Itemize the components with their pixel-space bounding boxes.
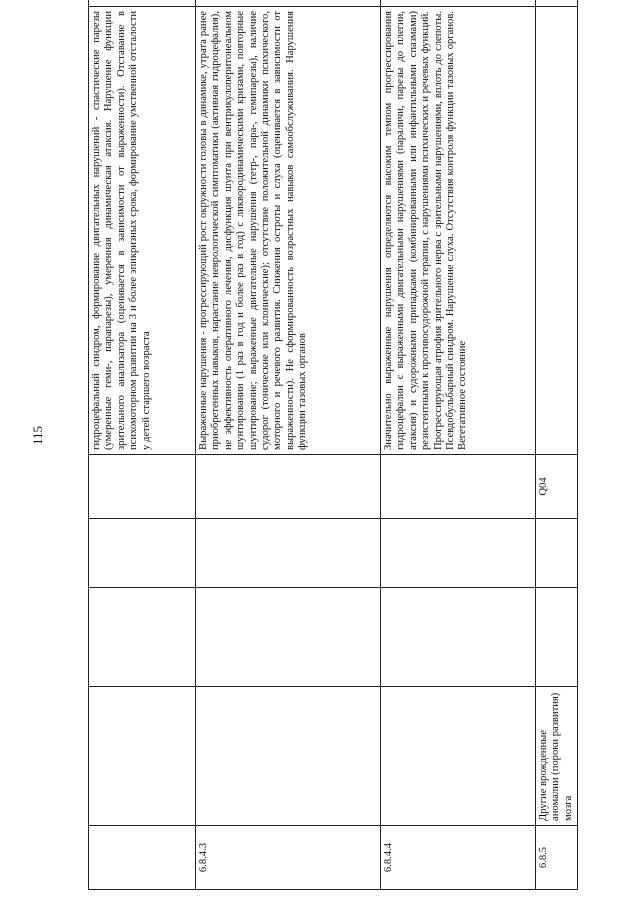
empty-cell [536,519,578,588]
empty-cell [89,519,196,588]
disability-criteria-table [88,0,578,890]
empty-cell [536,588,578,687]
table-row [89,0,196,890]
row-icd-code [89,455,196,519]
empty-cell [196,519,381,588]
row-icd-code [196,455,381,519]
disability-criteria-table-wrapper [88,11,574,890]
row-description [536,7,578,455]
row-description: Выраженные нарушения - прогрессирующий рост окружности головы в динамике, утрата ранее приобретенных навыков, нарастание неврологической симптоматики (активная гидроцефалия), не эффективность оперативного лечения, дисфункция шунта при вентрикулоперитонеальном шунтировании (1 раз в год и более раз в год) с ликвородинамическими кризами, повторные шунтирование; выраженные двигательные нарушения (тетр-, пара-, гемипарезы), наличие судорог (тонические или клонические); отсутствие положительной динамики психического, моторного и речевого развития. Снижения остроты и слуха (оценивается в зависимости от выраженности). Не сформированность возрастных навыков самообслуживания. Нарушения функции тазовых органов [196,7,381,455]
row-percent [196,0,381,7]
row-code: 6.8.4.4 [381,826,536,890]
table-row [536,0,578,890]
row-name [89,687,196,826]
row-icd-code [381,455,536,519]
row-percent [536,0,578,7]
empty-cell [381,588,536,687]
empty-cell [381,519,536,588]
table-row [196,0,381,890]
row-name: Другие врожденные аномалии (пороки развития) мозга [536,687,578,826]
row-name [196,687,381,826]
row-description: гидроцефальный синдром, формирование двигательных нарушений - спастические парезы (умеренные геми-, парапарезы), умеренная динамическая атаксия. Нарушение функции зрительного анализатора (оценивается в зависимости от выраженности). Отставание в психомоторном развитии на 3 и более эпикризных срока, формирование умственной отсталости у детей старшего возраста [89,7,196,455]
table-row [381,0,536,890]
page-number: 115 [30,425,45,445]
row-code: 6.8.5 [536,826,578,890]
row-icd-code: Q04 [536,455,578,519]
row-description: Значительно выраженные нарушения определяются высоким темпом прогрессирования гидроцефалии с выраженными двигательными нарушениями (параличи, парезы до плегии, атаксия) и судорожными припадками (комбинированными или инфантильными спазмами) резистентными к противосудорожной терапии, с нарушениями психических и речевых функций. Прогрессирующая атрофия зрительного нерва с зрительными нарушениями, вплоть до слепоты. Псевдобульбарный синдром. Нарушение слуха. Отсутствия контроля функции тазовых органов. Вегетативное состояние [381,7,536,455]
empty-cell [89,588,196,687]
row-code: 6.8.4.3 [196,826,381,890]
row-percent [381,0,536,7]
row-code [89,826,196,890]
row-percent [89,0,196,7]
empty-cell [196,588,381,687]
row-name [381,687,536,826]
